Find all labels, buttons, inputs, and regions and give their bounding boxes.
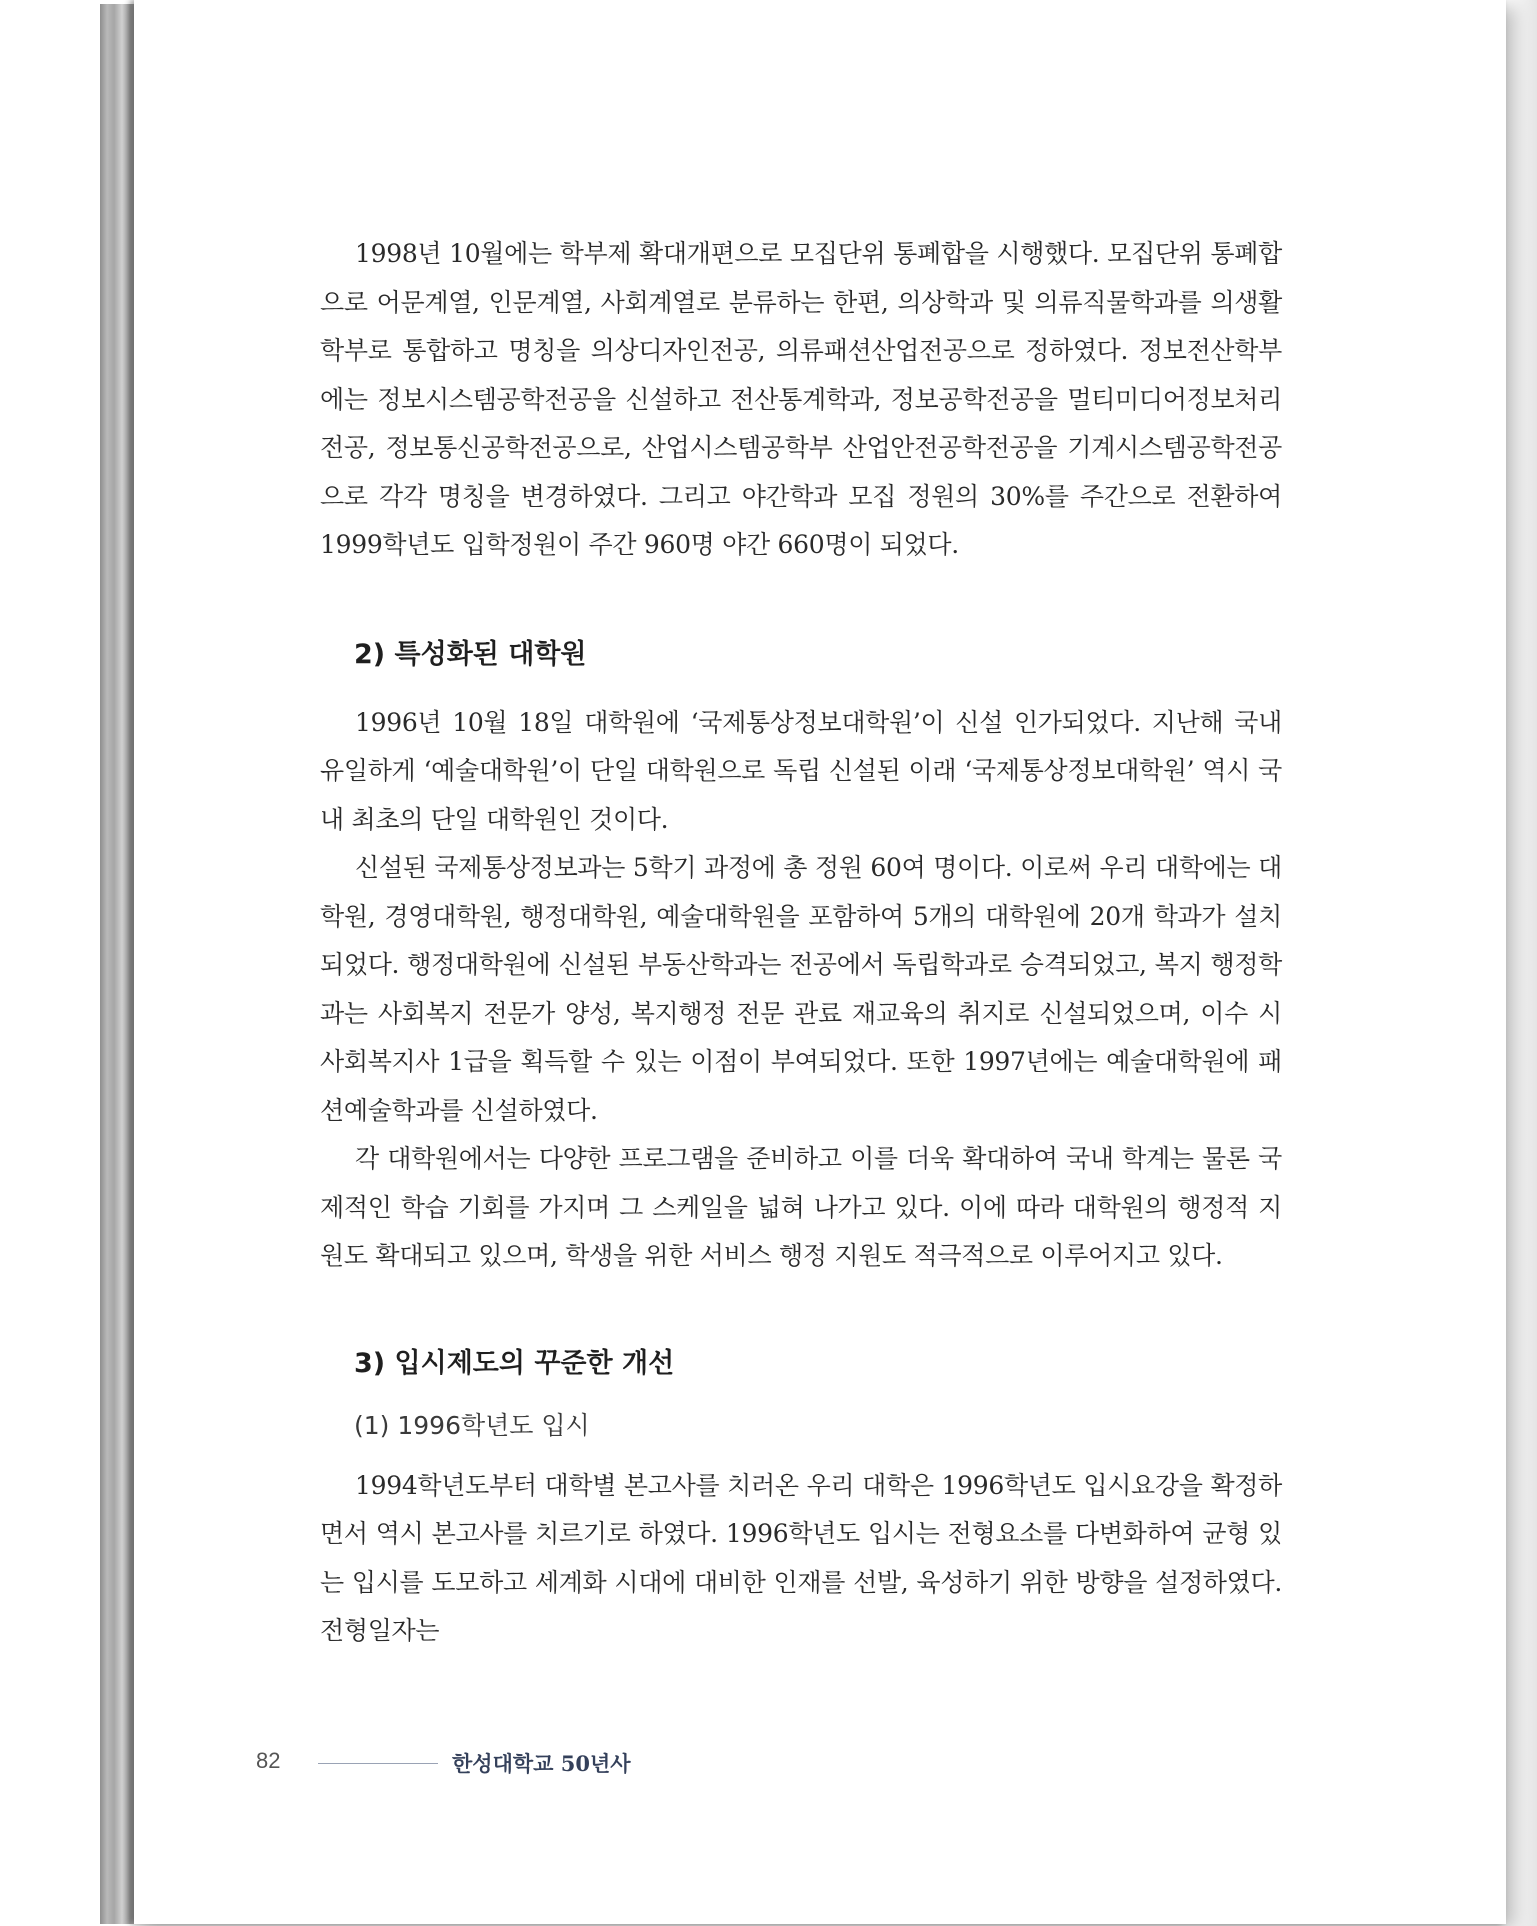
graduate-paragraph-2: 신설된 국제통상정보과는 5학기 과정에 총 정원 60여 명이다. 이로써 우리 대학에는 대학원, 경영대학원, 행정대학원, 예술대학원을 포함하여 5개의 대학원에 20개 학과가 설치되었다. 행정대학원에 신설된 부동산학과는 전공에서 독립학과로 승격되었고, 복지 행정학과는 사회복지 전문가 양성, 복지행정 전문 관료 재교육의 취지로 신설되었으며, 이수 시 사회복지사 1급을 획득할 수 있는 이점이 부여되었다. 또한 1997년에는 예술대학원에 패션예술학과를 신설하였다. (320, 853, 1282, 1125)
graduate-paragraph-1: 1996년 10월 18일 대학원에 ‘국제통상정보대학원’이 신설 인가되었다. 지난해 국내 유일하게 ‘예술대학원’이 단일 대학원으로 독립 신설된 이래 ‘국제통상정보대학원’ 역시 국내 최초의 단일 대학원인 것이다. (320, 707, 1282, 834)
section-heading-admission: 3) 입시제도의 꾸준한 개선 (354, 1347, 675, 1379)
footer-rule (318, 1763, 438, 1764)
page-shadow (1507, 0, 1537, 1926)
section-heading-graduate-school: 2) 특성화된 대학원 (354, 638, 587, 670)
subsection-heading-1996-admission: (1) 1996학년도 입시 (354, 1410, 590, 1440)
page-footer (256, 1748, 856, 1778)
admission-paragraph: 1994학년도부터 대학별 본고사를 치러온 우리 대학은 1996학년도 입시요강을 확정하면서 역시 본고사를 치르기로 하였다. 1996학년도 입시는 전형요소를 다변화하여 균형 있는 입시를 도모하고 세계화 시대에 대비한 인재를 선발, 육성하기 위한 방향을 설정하였다. 전형일자는 (320, 1470, 1282, 1645)
page-number: 82 (256, 1748, 281, 1773)
book-title: 한성대학교 50년사 (452, 1751, 631, 1776)
graduate-paragraph-3: 각 대학원에서는 다양한 프로그램을 준비하고 이를 더욱 확대하여 국내 학계는 물론 국제적인 학습 기회를 가지며 그 스케일을 넓혀 나가고 있다. 이에 따라 대학원의 행정적 지원도 확대되고 있으며, 학생을 위한 서비스 행정 지원도 적극적으로 이루어지고 있다. (320, 1144, 1282, 1270)
page-content (320, 230, 1282, 1656)
intro-paragraph: 1998년 10월에는 학부제 확대개편으로 모집단위 통폐합을 시행했다. 모집단위 통폐합으로 어문계열, 인문계열, 사회계열로 분류하는 한편, 의상학과 및 의류직물학과를 의생활학부로 통합하고 명칭을 의상디자인전공, 의류패션산업전공으로 정하였다. 정보전산학부에는 정보시스템공학전공을 신설하고 전산통계학과, 정보공학전공을 멀티미디어정보처리전공, 정보통신공학전공으로, 산업시스템공학부 산업안전공학전공을 기계시스템공학전공으로 각각 명칭을 변경하였다. 그리고 야간학과 모집 정원의 30%를 주간으로 전환하여 1999학년도 입학정원이 주간 960명 야간 660명이 되었다. (320, 239, 1282, 559)
